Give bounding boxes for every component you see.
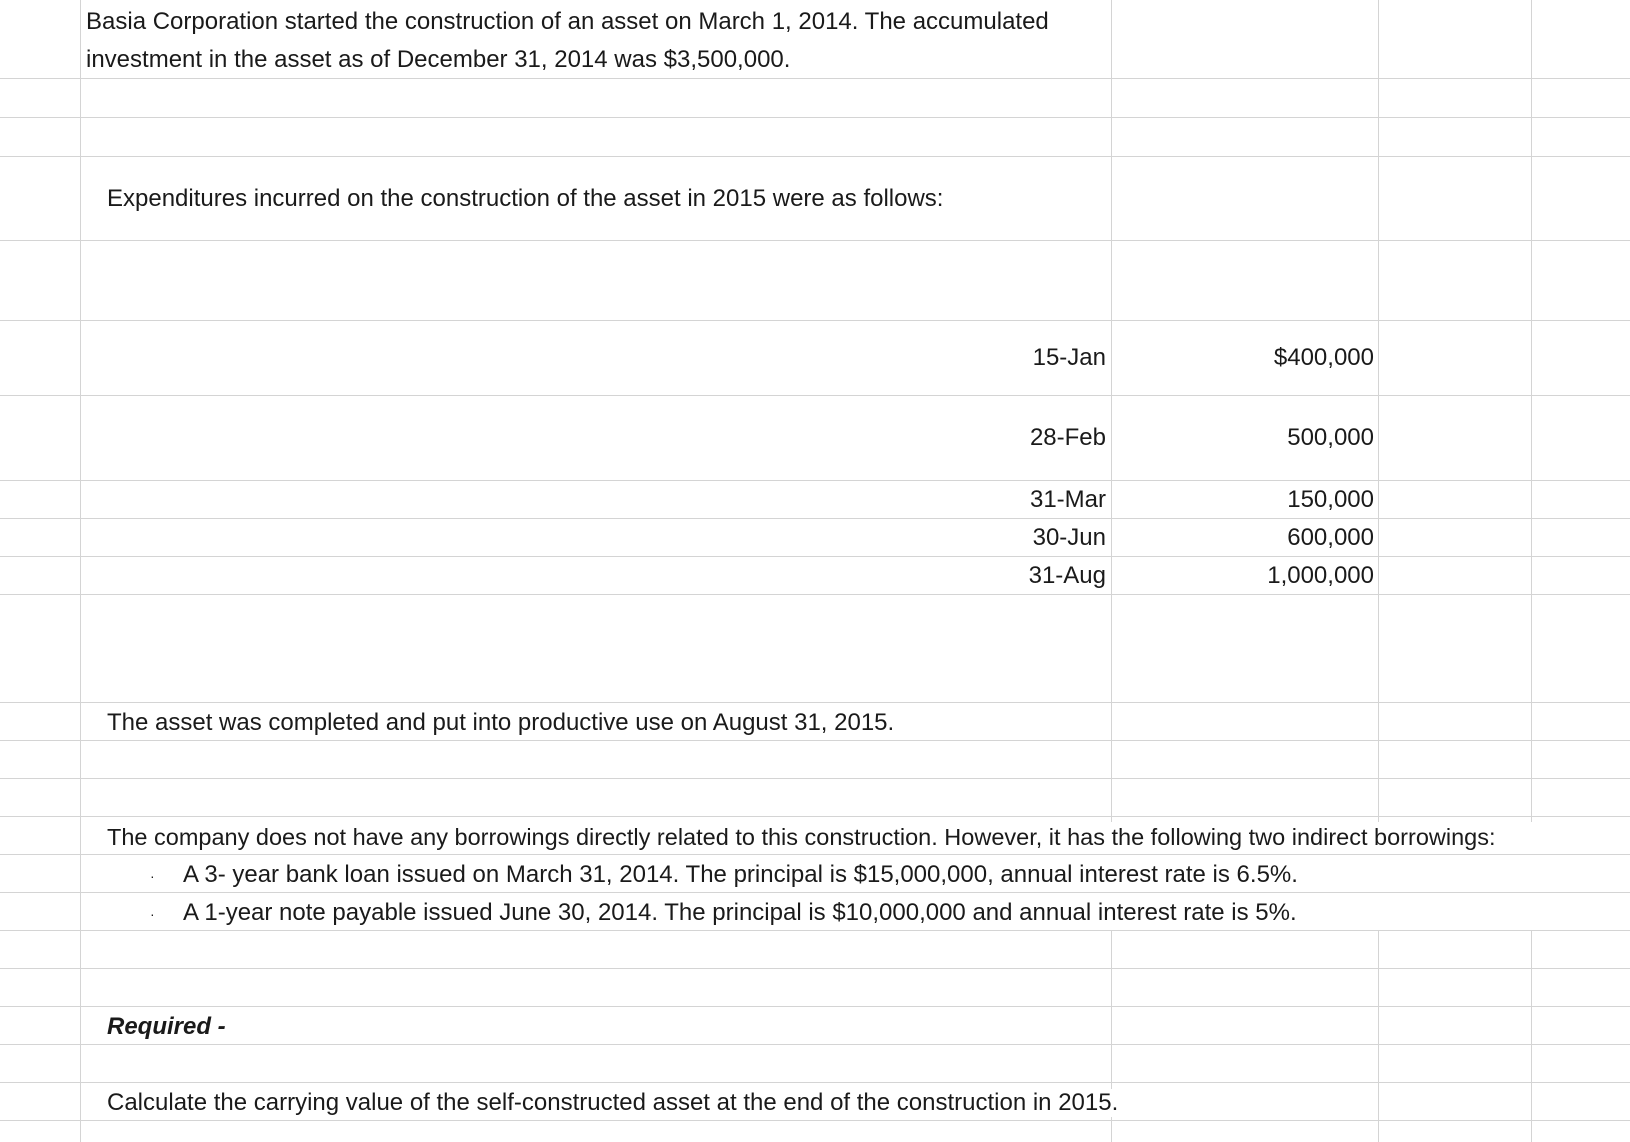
intro-line-2: investment in the asset as of December 31, 2014 was $3,500,000. — [86, 46, 791, 73]
borrowing-item: A 1-year note payable issued June 30, 2014. The principal is $10,000,000 and annual interest rate is 5%. — [183, 899, 1297, 926]
borrowings-intro: The company does not have any borrowings directly related to this construction. However, it has the following two indirect borrowings: — [107, 824, 1496, 850]
column-gridline — [1531, 0, 1532, 822]
column-gridline — [80, 0, 81, 1142]
row-gridline — [0, 854, 1630, 855]
row-gridline — [0, 1082, 1630, 1083]
column-gridline — [1378, 0, 1379, 822]
column-gridline — [1111, 0, 1112, 822]
row-gridline — [0, 778, 1630, 779]
expenditure-date: 30-Jun — [1032, 524, 1106, 551]
expenditure-date: 31-Aug — [1028, 562, 1106, 589]
row-gridline — [0, 816, 1630, 817]
expenditure-amount: 150,000 — [1287, 486, 1374, 513]
row-gridline — [0, 156, 1630, 157]
completion-note: The asset was completed and put into productive use on August 31, 2015. — [107, 709, 895, 736]
required-task: Calculate the carrying value of the self-constructed asset at the end of the construction in 2015. — [107, 1089, 1119, 1116]
expenditures-heading: Expenditures incurred on the construction of the asset in 2015 were as follows: — [107, 185, 944, 212]
row-gridline — [0, 702, 1630, 703]
bullet-icon: · — [150, 868, 155, 884]
row-gridline — [0, 968, 1630, 969]
row-gridline — [0, 740, 1630, 741]
bullet-icon: · — [150, 906, 155, 922]
row-gridline — [0, 556, 1630, 557]
row-gridline — [0, 1120, 1630, 1121]
row-gridline — [0, 78, 1630, 79]
required-label: Required - — [107, 1013, 226, 1040]
expenditure-amount: 500,000 — [1287, 424, 1374, 451]
row-gridline — [0, 320, 1630, 321]
column-gridline — [1531, 930, 1532, 1142]
row-gridline — [0, 930, 1630, 931]
row-gridline — [0, 117, 1630, 118]
expenditure-amount: 600,000 — [1287, 524, 1374, 551]
row-gridline — [0, 395, 1630, 396]
expenditure-date: 15-Jan — [1032, 344, 1106, 371]
expenditure-date: 28-Feb — [1029, 424, 1106, 451]
borrowing-item: A 3- year bank loan issued on March 31, 2014. The principal is $15,000,000, annual interest rate is 6.5%. — [183, 861, 1298, 888]
row-gridline — [0, 518, 1630, 519]
expenditure-amount: 1,000,000 — [1267, 562, 1374, 589]
expenditure-amount: $400,000 — [1273, 344, 1374, 371]
row-gridline — [0, 594, 1630, 595]
row-gridline — [0, 1044, 1630, 1045]
row-gridline — [0, 892, 1630, 893]
row-gridline — [0, 1006, 1630, 1007]
row-gridline — [0, 240, 1630, 241]
intro-line-1: Basia Corporation started the construction of an asset on March 1, 2014. The accumulated — [86, 8, 1049, 35]
row-gridline — [0, 480, 1630, 481]
expenditure-date: 31-Mar — [1029, 486, 1106, 513]
column-gridline — [1378, 930, 1379, 1142]
